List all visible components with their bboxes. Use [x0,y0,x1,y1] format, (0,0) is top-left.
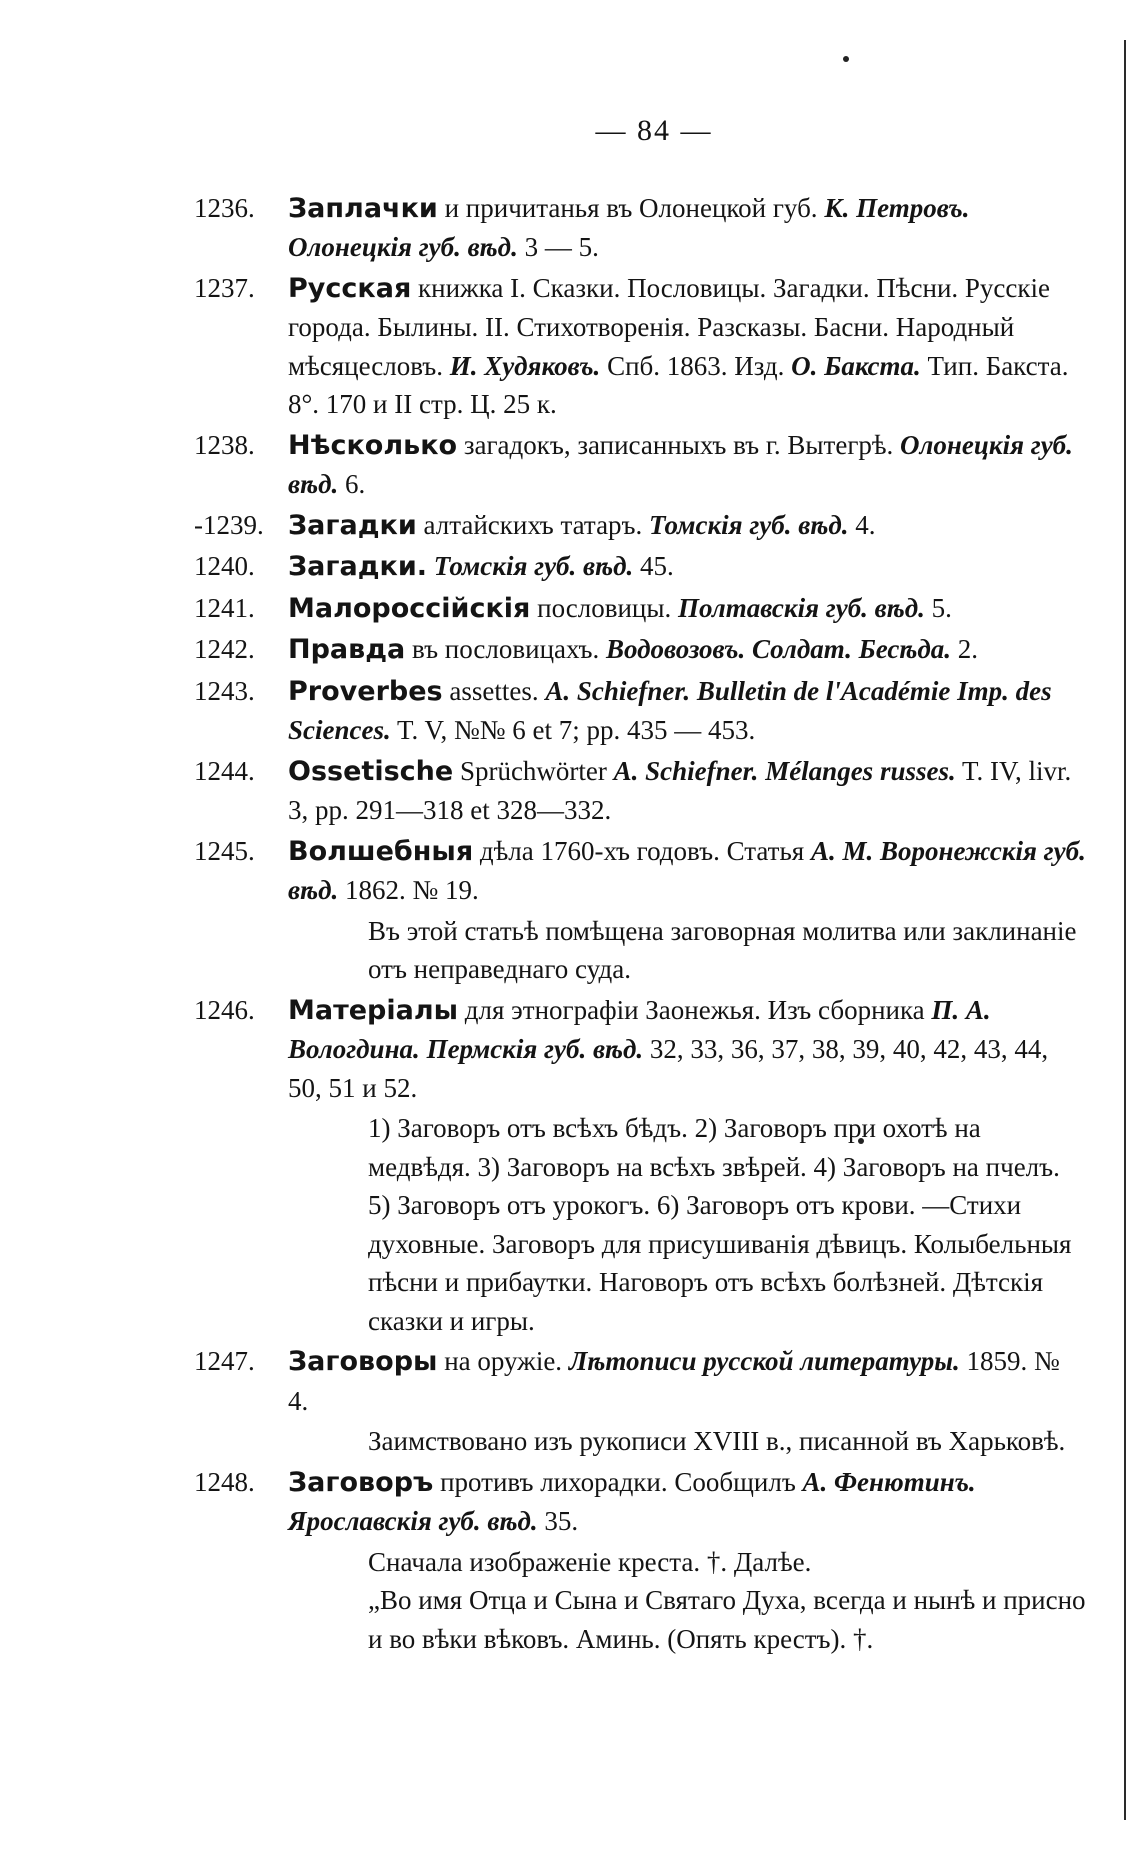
entry-number: 1237. [194,272,255,303]
entry-number: 1246. [194,994,255,1025]
entry-note [288,1422,1086,1461]
entry-number: 1248. [194,1466,255,1497]
bibliography-entry [194,589,1086,629]
entry-heading: Малороссійскія [288,592,531,624]
entry-heading: Заплачки [288,192,438,224]
entry-note [288,912,1086,989]
entry-issue: Тип. Бакста. 8°. 170 и II стр. Ц. 25 к. [288,350,1069,419]
note-paragraph: „Во имя Отца и Сына и Святаго Духа, всегда и нынѣ и присно и во вѣки вѣковъ. Аминь. (Опять крестъ). †. [368,1585,1086,1654]
entry-heading: Волшебныя [288,835,474,867]
entry-description: assettes. [442,675,546,706]
entry-number: 1238. [194,429,255,460]
entry-number: 1236. [194,192,255,223]
entry-number: 1240. [194,551,255,581]
note-paragraph: Заимствовано изъ рукописи XVIII в., писанной въ Харьковѣ. [368,1426,1066,1456]
bibliography-entry [194,630,1086,670]
bibliography-entry [194,991,1086,1341]
bibliography-entry [194,426,1086,504]
entry-author: Водовозовъ. [605,634,746,664]
entry-list [194,189,1086,1659]
entry-text [288,991,1086,1108]
entry-number: 1243. [194,675,255,706]
entry-source: Томскія губ. вѣд. [649,509,849,540]
entry-source: Bulletin de l'Académie Imp. des Sciences. [288,675,1052,745]
document-page [194,112,1086,1660]
entry-imprint: Спб. 1863. Изд. [600,350,792,381]
scan-edge-line [1124,40,1126,1820]
entry-heading: Матеріалы [288,994,459,1026]
bibliography-entry [194,1463,1086,1659]
entry-author: П. А. Вологдина. [288,994,991,1064]
entry-text [288,506,1086,546]
entry-description: загадокъ, записанныхъ въ г. Вытегрѣ. [457,429,901,460]
entry-source: Ярославскія губ. вѣд. [288,1506,538,1536]
entry-author: A. Schiefner. [613,755,759,786]
entry-number: 1244. [194,755,255,786]
entry-heading: Загадки. [288,551,428,582]
bibliography-entry [194,189,1086,267]
entry-heading: Нѣсколько [288,429,458,461]
entry-author: К. Петровъ. [824,192,970,223]
entry-description: пословицы. [530,592,679,623]
entry-heading: Русская [288,272,412,304]
entry-description: и причитанья въ Олонецкой губ. [437,192,825,223]
entry-text [288,1463,1086,1541]
bibliography-entry [194,547,1086,587]
entry-text [288,672,1086,750]
entry-number: 1245. [194,835,255,866]
entry-description: на оружіе. [437,1346,569,1376]
entry-description: дѣла 1760-хъ годовъ. Статья [473,835,811,866]
entry-issue: 6. [338,469,366,499]
bibliography-entry [194,269,1086,424]
entry-text [288,547,1086,587]
entry-text [288,426,1086,504]
entry-heading: Правда [288,634,406,665]
entry-description: въ пословицахъ. [405,634,606,664]
entry-heading: Ossetische [288,755,454,787]
entry-source: Полтавскія губ. вѣд. [678,592,925,623]
entry-source: Олонецкія губ. вѣд. [288,429,1073,499]
entry-number: -1239. [194,509,264,540]
note-paragraph: Въ этой статьѣ помѣщена заговорная молитва или заклинаніе отъ неправеднаго суда. [368,915,1077,984]
entry-number: 1241. [194,592,255,623]
entry-issue: 45. [633,551,674,581]
entry-publisher: О. Бакста. [791,350,921,381]
entry-issue: 35. [537,1506,579,1536]
page-number: — 84 — [595,114,713,147]
entry-source: Воронежскія губ. вѣд. [288,835,1086,905]
entry-description: противъ лихорадки. Сообщилъ [433,1466,803,1497]
entry-author: А. Фенютинъ. [802,1466,976,1497]
entry-text [288,189,1086,267]
entry-issue: 3 — 5. [517,232,599,262]
entry-heading: Заговоры [288,1346,438,1377]
entry-author: А. М. [810,835,874,866]
entry-text [288,832,1086,910]
entry-number: 1247. [194,1346,255,1376]
entry-text [288,269,1086,424]
entry-note [288,1109,1086,1340]
entry-note [288,1543,1086,1659]
entry-issue: 2. [951,634,978,664]
entry-issue: T. V, №№ 6 et 7; pp. 435 — 453. [390,715,756,745]
entry-issue: 5. [924,592,952,623]
note-paragraph: 1) Заговоръ отъ всѣхъ бѣдъ. 2) Заговоръ при охотѣ на медвѣдя. 3) Заговоръ на всѣхъ звѣрей. 4) Заговоръ на пчелъ. 5) Заговоръ отъ урокогъ. 6) Заговоръ отъ крови. —Стихи духовные. Заговоръ для присушиванія дѣвицъ. Колыбельныя пѣсни и прибаутки. Наговоръ отъ всѣхъ болѣзней. Дѣтскія сказки и игры. [368,1113,1072,1336]
entry-description: Sprüchwörter [453,755,614,786]
bibliography-entry [194,752,1086,830]
entry-issue: 1859. № 4. [288,1346,1060,1416]
entry-text [288,630,1086,670]
entry-heading: Заговоръ [288,1466,434,1498]
entry-author: И. Худяковъ. [449,350,601,381]
entry-issue: 32, 33, 36, 37, 38, 39, 40, 42, 43, 44, 50, 51 и 52. [288,1034,1049,1103]
entry-text [288,589,1086,629]
entry-author: A. Schiefner. [545,675,691,706]
entry-number: 1242. [194,634,255,664]
bibliography-entry [194,1342,1086,1461]
entry-source: Пермскія губ. вѣд. [419,1034,644,1064]
entry-source: Солдат. Бесѣда. [745,634,951,664]
entry-source: Mélanges russes. [758,755,956,786]
bibliography-entry [194,832,1086,989]
entry-description [427,551,434,581]
scan-speck [843,56,849,62]
entry-source: Олонецкія губ. вѣд. [288,232,518,262]
entry-description: алтайскихъ татаръ. [416,509,650,540]
entry-issue: 4. [848,509,876,540]
entry-description: для этнографіи Заонежья. Изъ сборника [458,994,932,1025]
entry-text [288,1342,1086,1420]
entry-source: Томскія губ. вѣд. [433,551,634,581]
entry-heading: Загадки [288,509,417,541]
entry-issue: 1862. № 19. [338,875,479,905]
bibliography-entry [194,506,1086,546]
entry-text [288,752,1086,830]
entry-description: книжка I. Сказки. Пословицы. Загадки. Пѣсни. Русскіе города. Былины. II. Стихотворенія. Разсказы. Басни. Народный мѣсяцесловъ. [288,272,1050,381]
entry-heading: Proverbes [288,675,443,707]
note-paragraph: Сначала изображеніе креста. †. Далѣе. [368,1546,812,1577]
entry-source: Лѣтописи русской литературы. [568,1346,960,1376]
bibliography-entry [194,672,1086,750]
entry-issue: T. IV, livr. 3, pp. 291—318 et 328—332. [288,755,1072,825]
